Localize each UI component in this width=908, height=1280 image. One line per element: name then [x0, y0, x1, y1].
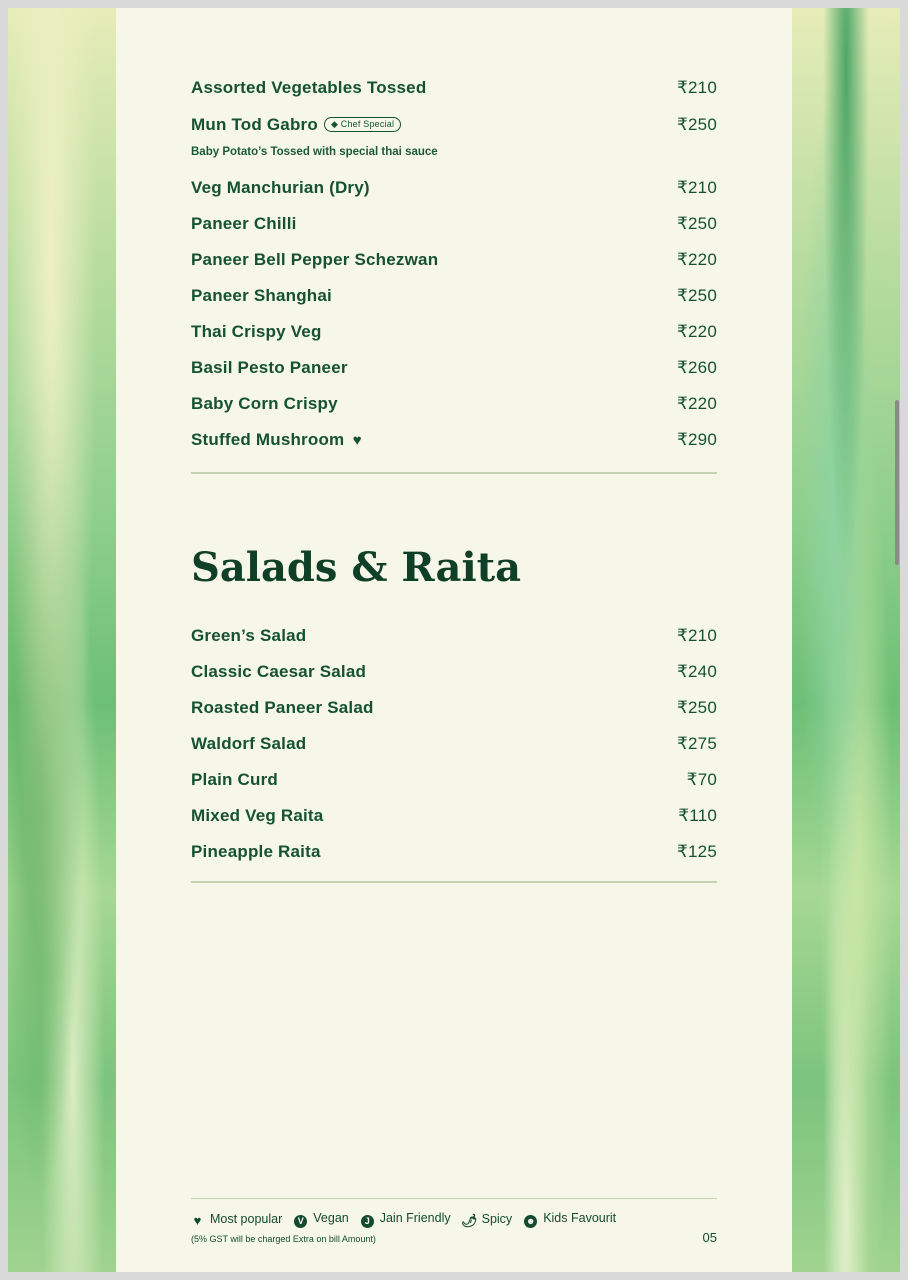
item-name [191, 115, 401, 135]
menu-item [191, 698, 717, 718]
item-price: ₹250 [677, 214, 717, 233]
item-price: ₹210 [677, 78, 717, 97]
item-name: Mixed Veg Raita [191, 806, 324, 825]
menu-item [191, 430, 717, 450]
item-name [191, 394, 338, 414]
menu-item [191, 626, 717, 646]
item-name [191, 358, 348, 378]
smiley-icon: ☻ [525, 1216, 536, 1226]
chef-special-badge: ◆ Chef Special [324, 117, 401, 132]
legend-item [191, 1212, 282, 1227]
item-name: Plain Curd [191, 770, 279, 789]
item-name [191, 214, 297, 234]
menu-item [191, 734, 717, 754]
menu-item [191, 322, 717, 342]
item-name-text: Stuffed Mushroom [191, 430, 345, 449]
item-price: ₹220 [677, 394, 717, 413]
item-name-text: Veg Manchurian (Dry) [191, 178, 370, 197]
item-name-text: Paneer Shanghai [191, 286, 332, 305]
item-price: ₹275 [677, 734, 717, 753]
item-price: ₹260 [677, 358, 717, 377]
section-divider [191, 472, 717, 474]
legend-label: Jain Friendly [379, 1211, 451, 1225]
menu-item [191, 842, 717, 862]
item-name [191, 178, 370, 198]
menu-item [191, 250, 717, 270]
menu-item [191, 214, 717, 234]
watercolor-left [8, 8, 116, 1272]
item-name: Classic Caesar Salad [191, 662, 367, 681]
item-price: ₹110 [678, 806, 717, 825]
legend-label: Spicy [481, 1211, 513, 1226]
item-name: Roasted Paneer Salad [191, 698, 374, 717]
item-price: ₹250 [677, 286, 717, 305]
legend-label: Most popular [210, 1211, 283, 1226]
menu-item [191, 394, 717, 414]
item-name: Green’s Salad [191, 626, 307, 645]
item-name-text: Assorted Vegetables Tossed [191, 78, 427, 97]
item-name-text: Thai Crispy Veg [191, 322, 322, 341]
menu-item [191, 78, 717, 98]
gst-note: (5% GST will be charged Extra on bill Amount) [191, 1234, 376, 1244]
menu-panel [116, 8, 792, 1272]
item-name: Pineapple Raita [191, 842, 321, 861]
section-divider [191, 881, 717, 883]
menu-item [191, 358, 717, 378]
legend [191, 1211, 616, 1228]
heart-icon: ♥ [348, 432, 362, 449]
item-name-text: Paneer Chilli [191, 214, 297, 233]
menu-item [191, 178, 717, 198]
item-price: ₹240 [677, 662, 717, 681]
item-price: ₹220 [677, 322, 717, 341]
jain-icon: J [361, 1215, 374, 1228]
menu-item [191, 662, 717, 682]
item-price: ₹210 [677, 178, 717, 197]
item-name-text: Basil Pesto Paneer [191, 358, 348, 377]
menu-page [8, 8, 900, 1272]
item-name [191, 322, 322, 342]
heart-icon: ♥ [193, 1212, 202, 1228]
item-description: Baby Potato’s Tossed with special thai sauce [191, 146, 438, 158]
legend-label: Kids Favourit [543, 1211, 617, 1225]
menu-item [191, 115, 717, 135]
legend-item [460, 1211, 513, 1228]
item-price: ₹250 [677, 115, 717, 134]
item-name-text: Baby Corn Crispy [191, 394, 338, 413]
legend-item [524, 1211, 616, 1228]
menu-item [191, 770, 717, 790]
chili-icon: 🌶 [460, 1212, 478, 1228]
item-name [191, 430, 362, 450]
legend-item [361, 1211, 451, 1228]
page-number: 05 [702, 1230, 717, 1245]
item-price: ₹125 [677, 842, 717, 861]
item-price: ₹220 [677, 250, 717, 269]
item-name: Waldorf Salad [191, 734, 307, 753]
item-name [191, 286, 332, 306]
scrollbar[interactable] [895, 400, 899, 565]
menu-item [191, 806, 717, 826]
item-name-text: Mun Tod Gabro [191, 115, 318, 134]
footer-divider [191, 1198, 717, 1199]
menu-item [191, 286, 717, 306]
item-price: ₹290 [677, 430, 717, 449]
item-price: ₹250 [677, 698, 717, 717]
item-name [191, 78, 426, 98]
vegan-icon: V [294, 1215, 307, 1228]
item-name-text: Paneer Bell Pepper Schezwan [191, 250, 439, 269]
section-title: Salads & Raita [191, 544, 522, 591]
legend-label: Vegan [313, 1211, 349, 1225]
item-price: ₹70 [686, 770, 717, 789]
watercolor-right [792, 8, 900, 1272]
legend-item [294, 1211, 348, 1228]
item-price: ₹210 [677, 626, 717, 645]
item-name [191, 250, 438, 270]
